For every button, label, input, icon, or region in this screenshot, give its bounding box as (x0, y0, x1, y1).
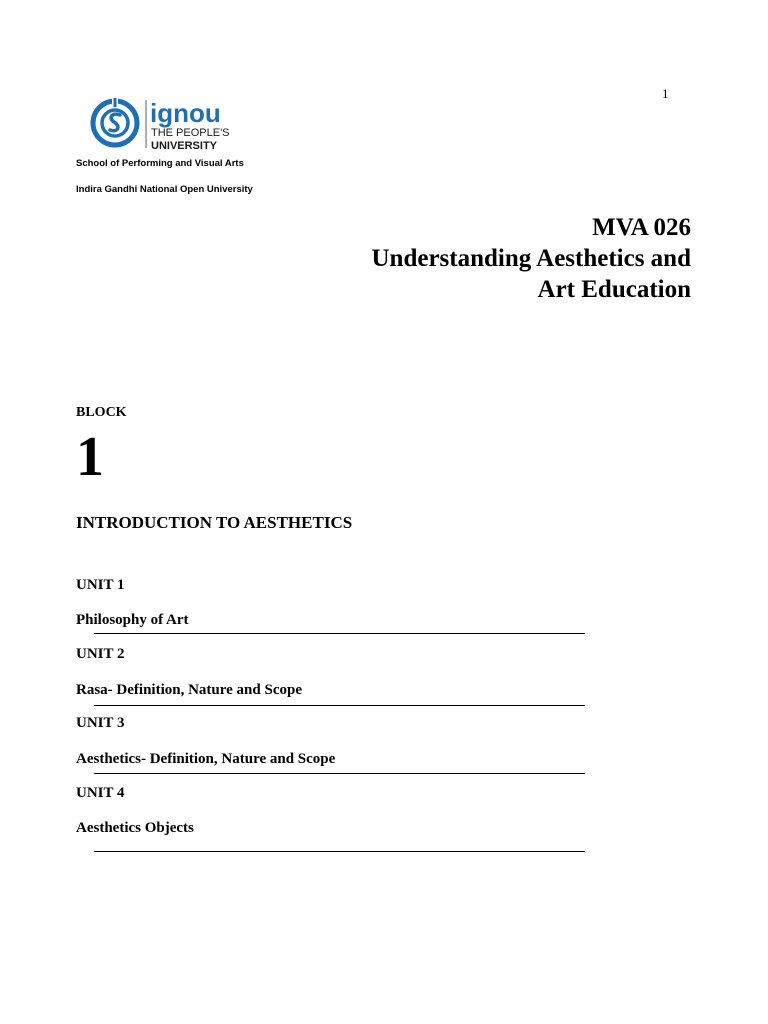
university-name: Indira Gandhi National Open University (76, 184, 253, 195)
unit-label: UNIT 4 (76, 785, 125, 801)
course-title-line2: Art Education (537, 276, 691, 303)
page-number: 1 (662, 86, 669, 101)
unit-title: Aesthetics- Definition, Nature and Scope (76, 751, 336, 767)
unit-label: UNIT 1 (76, 577, 125, 593)
ignou-emblem-icon (93, 98, 137, 145)
divider-line (94, 773, 585, 774)
unit-title: Aesthetics Objects (76, 820, 194, 836)
block-label: BLOCK (76, 405, 127, 420)
course-title-line1: Understanding Aesthetics and (371, 245, 691, 272)
divider-line (94, 851, 585, 852)
divider-line (94, 633, 585, 634)
block-title: INTRODUCTION TO AESTHETICS (76, 513, 353, 532)
ignou-logo (90, 98, 230, 160)
course-title (372, 212, 692, 305)
logo-tagline-line2: UNIVERSITY (151, 140, 218, 152)
course-code: MVA 026 (592, 214, 691, 241)
logo-brand: ignou (150, 98, 221, 128)
unit-label: UNIT 2 (76, 646, 125, 662)
logo-tagline-line1: THE PEOPLE'S (151, 127, 230, 139)
divider-line (94, 705, 585, 706)
block-number: 1 (76, 426, 104, 488)
unit-title: Philosophy of Art (76, 612, 189, 628)
unit-title: Rasa- Definition, Nature and Scope (76, 682, 302, 698)
unit-label: UNIT 3 (76, 715, 125, 731)
school-name: School of Performing and Visual Arts (76, 158, 244, 169)
